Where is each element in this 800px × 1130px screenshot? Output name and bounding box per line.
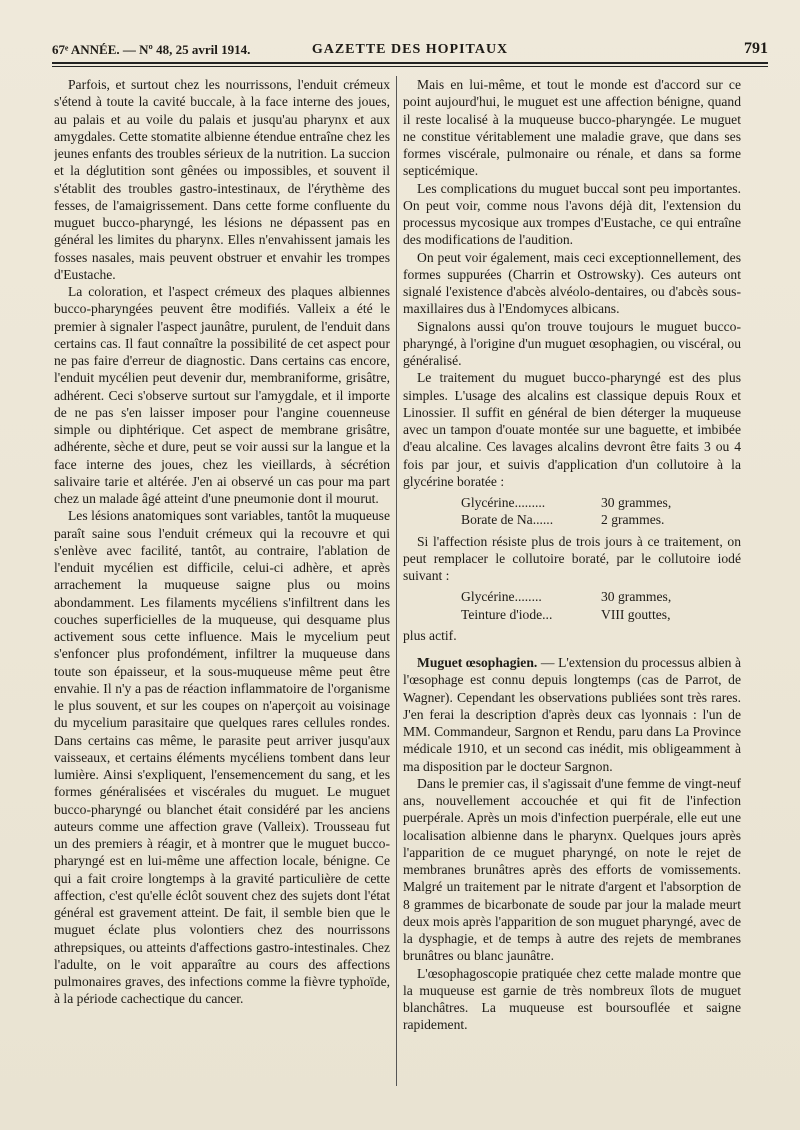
paragraph: Les lésions anatomiques sont variables, tantôt la muqueuse paraît saine sous l'enduit crémeux qui la recouvre et qui s'enlève avec facilité, tantôt, au contraire, l'ablation de l'enduit mycélien est difficile, celui-ci adhère, et après arrachement la muqueuse saigne plus ou moins abondamment. Les filaments mycéliens s'infiltrent dans les couches superficielles de la muqueuse, qui desquame plus activement sous cette influence. Mais le mycelium peut s'enfoncer plus profondément, infiltrer la muqueuse dans toute son épaisseur, et la sous-muqueuse même peut être envahie. Il n'y a pas de réaction inflammatoire de l'organisme le plus souvent, et sur les coupes on n'aperçoit au voisinage du mycelium parasitaire que quelques rares cellules rondes. Dans certains cas même, le parasite peut arriver jusqu'aux vaisseaux, et certains éléments mycéliens tombent dans leur lumière. Ainsi s'expliquent, l'ensemencement du sang, et les formes généralisées et viscérales du muguet. Le muguet bucco-pharyngé ou blanchet était considéré par les anciens auteurs comme une affection grave (Valleix). Trousseau fut un des premiers à réagir, et à montrer que le muguet bucco-pharyngé est en lui-même une affection locale, bénigne. Ce qui a fait croire longtemps à la gravité particulière de cette affection, c'est qu'elle éclôt souvent chez des sujets dont l'état général est gravement atteint. De fait, il semble bien que le muguet éclate plus volontiers chez des nourrissons athrepsiques, ou atteints d'affections gastro-intestinales. Chez l'adulte, on le voit apparaître au cours des affections pulmonaires graves, des infections comme la fièvre typhoïde, à la période cachectique du cancer.: [54, 508, 390, 1007]
journal-title: GAZETTE DES HOPITAUX: [311, 42, 509, 57]
ingredient: Glycérine........: [461, 589, 542, 605]
paragraph: Mais en lui-même, et tout le monde est d'accord sur ce point aujourd'hui, le muguet est une affection bénigne, quand il reste localisé à la muqueuse bucco-pharyngée. Le muguet ne constitue véritablement une maladie grave, que dans ses formes viscérale, pulmonaire ou rénale, et dans sa forme septicémique.: [403, 77, 741, 179]
left-column: [54, 76, 390, 1106]
header-rule-thin: [52, 66, 768, 67]
paragraph: On peut voir également, mais ceci exceptionnellement, des formes suppurées (Charrin et Ostrowsky). Ces auteurs ont signalé l'existence d'abcès alvéolo-dentaires, ou d'abcès sous-maxillaires dus à l'Endomyces albicans.: [403, 249, 741, 317]
header-rule: [52, 62, 768, 64]
page-number: 791: [744, 40, 768, 57]
section-heading: Muguet œsophagien.: [417, 655, 538, 670]
section-text: — L'extension du processus albien à l'œsophage est connu depuis longtemps (cas de Parrot, de Wagner). Cependant les observations publiées sont très rares. J'en ferai la description d'après deux cas lyonnais : l'un de MM. Commandeur, Sargnon et Rendu, paru dans La Province médicale 1910, et un second cas inédit, mis obligeamment à ma disposition par le docteur Sargnon.: [403, 655, 741, 774]
paragraph: Les complications du muguet buccal sont peu importantes. On peut voir, comme nous l'avons déjà dit, l'extension du processus mycosique aux trompes d'Eustache, ce qui entraîne des modifications de l'audition.: [403, 180, 741, 248]
paragraph: L'œsophagoscopie pratiquée chez cette malade montre que la muqueuse est garnie de très nombreux îlots de muguet blanchâtres. La muqueuse est boursouflée et saigne rapidement.: [403, 965, 741, 1033]
paragraph: Parfois, et surtout chez les nourrissons, l'enduit crémeux s'étend à toute la cavité buccale, à la face interne des joues, au palais et au voile du palais et jusqu'au pharynx et aux amygdales. Cette stomatite albienne étendue entraîne chez les jeunes enfants des troubles sérieux de la nutrition. La succion et la déglutition sont gênées ou impossibles, et souvent il s'établit des troubles gastro-intestinaux, de l'érythème des fesses, de l'amaigrissement. Dans cette forme confluente du muguet bucco-pharyngé, les lésions ne dépassent pas en général les limites du pharynx. Elles n'envahissent jamais les fosses nasales, mais peuvent obstruer et envahir les trompes d'Eustache.: [54, 77, 390, 282]
ingredient: Teinture d'iode...: [461, 606, 553, 622]
recipe-line: [403, 494, 741, 511]
quantity: 30 grammes,: [601, 589, 672, 605]
column-divider: [396, 76, 397, 1086]
ingredient: Glycérine.........: [461, 495, 546, 510]
paragraph: La coloration, et l'aspect crémeux des plaques albiennes bucco-pharyngées peuvent être modifiés. Valleix a été le premier à signaler l'aspect jaunâtre, purulent, de l'enduit dans certains cas. Il faut connaître la possibilité de cet aspect pour ne pas faire d'erreur de diagnostic. Dans certains cas encore, l'enduit mycélien peut devenir dur, membraniforme, grisâtre, adhérent. Ceci s'observe surtout sur l'amygdale, et il importe de ne pas s'en laisser imposer pour l'angine couenneuse simple ou diphtérique. Cet aspect de membrane grisâtre, adhérente, sèche et dure, peut se voir aussi sur la langue et la face interne des joues, chez les vieillards, à sécrétion salivaire tarie et altérée. J'en ai observé un cas pour ma part chez un malade âgé atteint d'une pneumonie dont il mourut.: [54, 284, 390, 506]
right-column: [403, 76, 741, 1106]
paragraph: Le traitement du muguet bucco-pharyngé est des plus simples. L'usage des alcalins est classique depuis Roux et Linossier. Il suffit en général de bien déterger la muqueuse avec un tampon d'ouate montée sur une baguette, et imbibée d'eau alcaline. Ces lavages alcalins devront être faits 3 ou 4 fois par jour, et suivis d'application d'un collutoire à la glycérine boratée :: [403, 370, 741, 489]
issue-info: 67ᵉ ANNÉE. — Nº 48, 25 avril 1914.: [52, 42, 251, 57]
paragraph: plus actif.: [403, 627, 457, 643]
ingredient: Borate de Na......: [461, 512, 554, 528]
paragraph: Signalons aussi qu'on trouve toujours le muguet bucco-pharyngé, à l'origine d'un muguet œsophagien, ou viscéral, ou généralisé.: [403, 318, 741, 368]
recipe-iode: [403, 588, 741, 623]
recipe-line: [403, 588, 741, 605]
paragraph: Si l'affection résiste plus de trois jours à ce traitement, on peut remplacer le collutoire boraté, par le collutoire iodé suivant :: [403, 533, 741, 583]
section-paragraph: [403, 654, 741, 775]
recipe-line: [403, 511, 741, 528]
paragraph: Dans le premier cas, il s'agissait d'une femme de vingt-neuf ans, nouvellement accouchée et qui fit de l'infection puerpérale. Après un mois d'infection puerpérale, elle eut une localisation albienne dans le pharynx. Quelques jours après l'apparition de ce muguet pharyngé, on note le rejet de membranes brunâtres après des efforts de vomissements. Malgré un traitement par le nitrate d'argent et l'absorption de 8 grammes de bicarbonate de soude par jour la malade meurt deux mois après l'apparition de son muguet pharyngé, avec de la dysphagie, et de temps à autre des rejets de membranes brunâtres ou blanc jaunâtre.: [403, 775, 741, 964]
page-header: [52, 36, 768, 62]
quantity: VIII gouttes,: [601, 606, 671, 622]
quantity: 30 grammes,: [601, 495, 672, 510]
quantity: 2 grammes.: [601, 512, 665, 528]
recipe-boratee: [403, 494, 741, 529]
recipe-line: [403, 606, 741, 623]
